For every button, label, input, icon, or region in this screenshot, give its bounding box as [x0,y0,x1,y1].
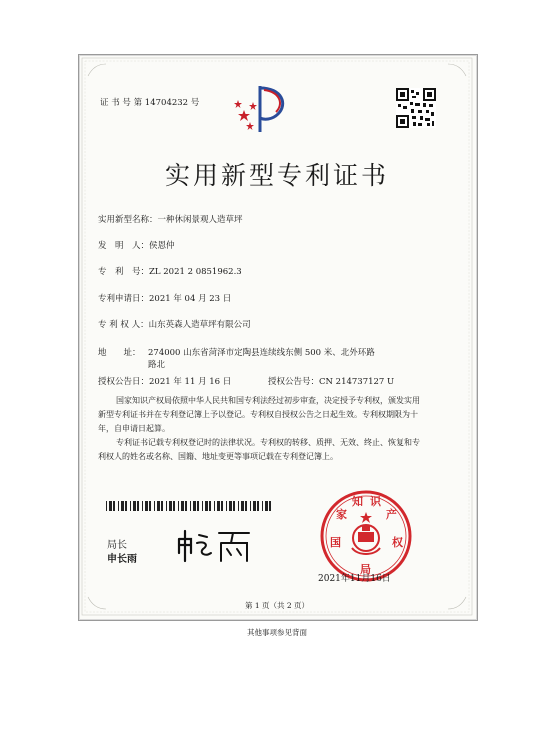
filing-date-label: 专利申请日： [98,294,150,304]
certificate-number-label: 证 书 号 [100,98,131,108]
official-seal-icon [318,488,414,584]
patent-holder [98,318,251,330]
grant-number-value: CN 214737127 U [319,377,395,387]
para2-line1: 专利证书记载专利权登记时的法律状况。专利权的转移、质押、无效、终止、恢复和专 [116,438,420,447]
para1-line3: 年，自申请日起算。 [98,424,170,433]
address-line-1: 274000 山东省菏泽市定陶县连续线东侧 500 米、北外环路 [148,348,375,358]
address-line-2: 路北 [148,360,166,370]
para1-line2: 新型专利证书并在专利登记簿上予以登记。专利权自授权公告之日起生效。专利权期限为十 [98,410,418,419]
svg-text:知: 知 [352,495,363,508]
certificate-number [100,96,199,108]
patent-number [98,265,242,277]
cnipa-logo-icon [234,80,294,142]
inventor [98,239,175,251]
grant-number-label: 授权公告号： [268,377,320,387]
filing-date-value: 2021 年 04 月 23 日 [149,294,232,304]
inventor-value: 侯恩仲 [149,241,175,251]
footer-note: 其他事项参见背面 [247,628,307,637]
svg-text:局: 局 [360,563,371,576]
para1-line1: 国家知识产权局依照中华人民共和国专利法经过初步审查，决定授予专利权，颁发实用 [116,396,420,405]
holder-label: 专 利 权 人： [98,320,149,330]
para2-line2: 利权人的姓名或名称、国籍、地址变更等事项记载在专利登记簿上。 [98,452,338,461]
patent-number-value: ZL 2021 2 0851962.3 [149,267,242,277]
address-label: 地 址： [98,348,141,358]
director-name: 申长雨 [107,554,137,565]
grant-number [268,375,394,387]
inventor-label: 发 明 人： [98,241,150,251]
grant-date [98,375,231,387]
grant-date-label: 授权公告日： [98,377,150,387]
director-signature [175,523,255,567]
certificate-number-value: 第 14704232 号 [133,98,200,108]
certificate-title: 实用新型专利证书 [164,161,389,190]
director-title: 局长 [107,540,127,551]
svg-text:权: 权 [392,536,403,549]
barcode-icon [106,501,276,511]
name-label: 实用新型名称： [98,215,158,225]
utility-model-name [98,213,243,225]
page-indicator: 第 1 页（共 2 页） [244,601,310,610]
seal-date: 2021年11月16日 [318,574,391,584]
svg-text:国: 国 [330,536,341,549]
name-value: 一种休闲景观人造草坪 [157,215,243,225]
holder-value: 山东英森人造草坪有限公司 [148,320,251,330]
qr-code-icon [396,88,436,128]
svg-text:产: 产 [386,508,397,521]
svg-text:识: 识 [370,495,381,508]
grant-date-value: 2021 年 11 月 16 日 [149,377,232,387]
filing-date [98,292,231,304]
svg-text:家: 家 [336,508,347,521]
patent-number-label: 专 利 号： [98,267,150,277]
